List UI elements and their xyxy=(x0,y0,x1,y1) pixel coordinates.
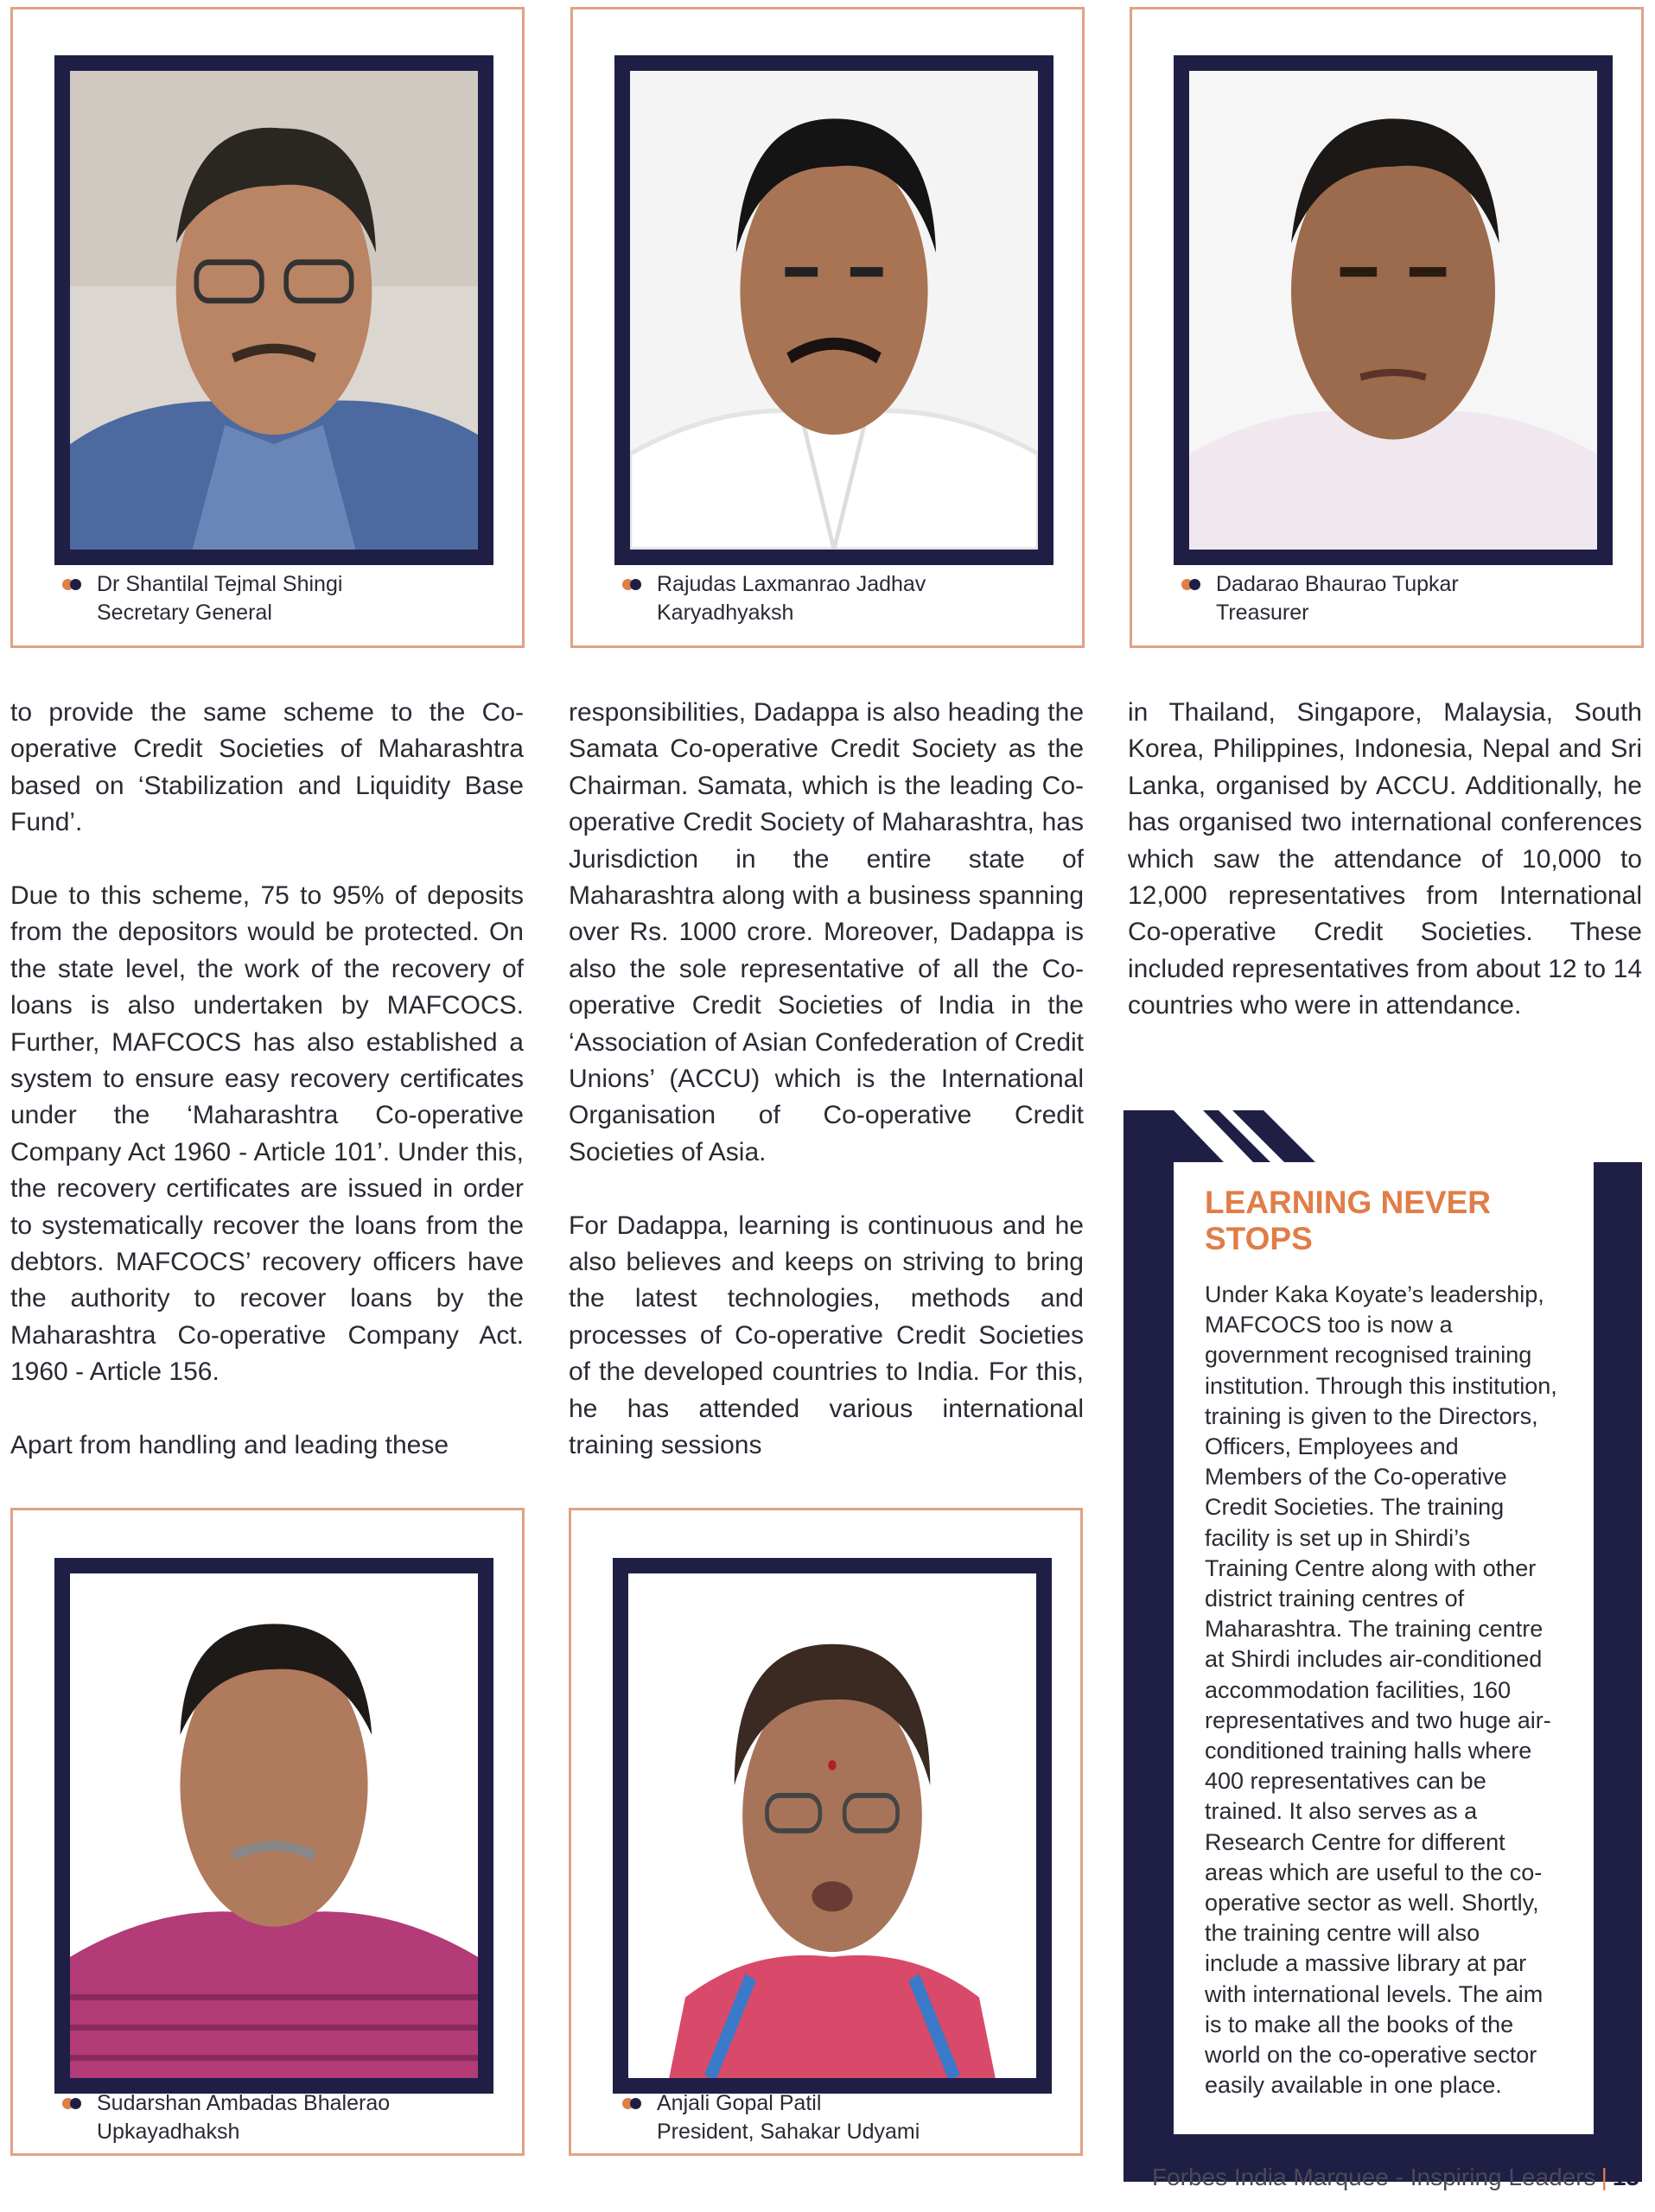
profile-caption xyxy=(657,570,926,627)
article-paragraph: For Dadappa, learning is continuous and he also believes and keeps on striving to bring the latest technologies, methods and processes of Co-operative Credit Societies of the developed countries to India. For this, he has attended various international training sessions xyxy=(569,1211,1084,1460)
bullet-icon xyxy=(622,579,643,591)
sidebar-text: Under Kaka Koyate’s leadership, MAFCOCS too is now a government recognised training institution. Through this institution, training is given to the Directors, Officers, Employees and Members of the Co-operative Credit Societies. The training facility is set up in Shirdi’s Training Centre along with other district training centres of Maharashtra. The training centre at Shirdi includes air-conditioned accommodation facilities, 160 representatives and two huge air-conditioned training halls where 400 representatives can be trained. It also serves as a Research Centre for different areas which are useful to the co-operative sector as well. Shortly, the training centre will also include a massive library at par with international levels. The aim is to make all the books of the world on the co-operative sector easily available in one place. xyxy=(1205,1281,1557,2099)
article-column-1 xyxy=(10,695,524,1465)
portrait-photo xyxy=(1174,55,1613,565)
bullet-icon xyxy=(1181,579,1202,591)
profile-card xyxy=(10,7,525,648)
profile-card xyxy=(10,1508,525,2156)
bullet-icon xyxy=(62,2098,83,2110)
article-column-3 xyxy=(1128,695,1642,1025)
sidebar-title: LEARNING NEVER STOPS xyxy=(1205,1185,1491,1256)
portrait-image-4 xyxy=(70,1573,478,2078)
portrait-image-2 xyxy=(630,71,1038,550)
profile-card xyxy=(569,1508,1083,2156)
article-paragraph: Due to this scheme, 75 to 95% of deposits from the depositors would be protected. On the state level, the work of the recovery of loans is also undertaken by MAFCOCS. Further, MAFCOCS has also established a system to ensure easy recovery certificates under the ‘Maharashtra Co-operative Company Act 1960 - Article 101’. Under this, the recovery certificates are issued in order to systematically recover the loans from the debtors. MAFCOCS’ recovery officers have the authority to recover loans by the Maharashtra Co-operative Company Act. 1960 - Article 156. xyxy=(10,881,524,1387)
portrait-photo xyxy=(614,55,1053,565)
publication-name: Forbes India Marquee - Inspiring Leaders xyxy=(1151,2164,1596,2190)
profile-name: Anjali Gopal Patil xyxy=(657,2091,822,2115)
profile-caption xyxy=(657,2089,920,2146)
portrait-photo xyxy=(54,55,493,565)
profile-card xyxy=(1130,7,1644,648)
portrait-image-5 xyxy=(628,1573,1036,2078)
article-paragraph: responsibilities, Dadappa is also heading the Samata Co-operative Credit Society as the Chairman. Samata, which is the leading Co-operative Credit Society of Maharashtra, has Jurisdiction in the entire state of Maharashtra along with a business spanning over Rs. 1000 crore. Moreover, Dadappa is also the sole representative of all the Co-operative Credit Societies of India in the ‘Association of Asian Confederation of Credit Unions’ (ACCU) which is the International Organisation of Co-operative Credit Societies of Asia. xyxy=(569,698,1084,1166)
article-column-2 xyxy=(569,695,1084,1465)
profile-role: Treasurer xyxy=(1216,601,1309,625)
profile-name: Sudarshan Ambadas Bhalerao xyxy=(97,2091,391,2115)
bullet-icon xyxy=(622,2098,643,2110)
page-footer xyxy=(1152,2164,1639,2191)
profile-name: Rajudas Laxmanrao Jadhav xyxy=(657,572,926,596)
article-paragraph: Apart from handling and leading these xyxy=(10,1431,449,1460)
article-paragraph: in Thailand, Singapore, Malaysia, South Korea, Philippines, Indonesia, Nepal and Sri Lanka, organised by ACCU. Additionally, he has organised two international conferences which saw the attendance of 10,000 to 12,000 representatives from International Co-operative Credit Societies. These included representatives from about 12 to 14 countries who were in attendance. xyxy=(1128,698,1642,1020)
portrait-image-3 xyxy=(1189,71,1597,550)
sidebar-box xyxy=(1174,1162,1594,2134)
profile-role: President, Sahakar Udyami xyxy=(657,2120,920,2144)
profile-caption xyxy=(97,2089,390,2146)
sidebar-stripes xyxy=(1123,1110,1642,1162)
page-number: 13 xyxy=(1612,2164,1639,2190)
profile-role: Secretary General xyxy=(97,601,272,625)
profile-caption xyxy=(1216,570,1459,627)
footer-separator: | xyxy=(1601,2164,1607,2190)
profile-role: Upkayadhaksh xyxy=(97,2120,240,2144)
profile-caption xyxy=(97,570,342,627)
profile-name: Dr Shantilal Tejmal Shingi xyxy=(97,572,343,596)
portrait-photo xyxy=(613,1558,1052,2094)
portrait-image-1 xyxy=(70,71,478,550)
portrait-photo xyxy=(54,1558,493,2094)
bullet-icon xyxy=(62,579,83,591)
article-paragraph: to provide the same scheme to the Co-operative Credit Societies of Maharashtra based on ‘Stabilization and Liquidity Base Fund’. xyxy=(10,698,524,837)
profile-role: Karyadhyaksh xyxy=(657,601,794,625)
profile-card xyxy=(570,7,1085,648)
profile-name: Dadarao Bhaurao Tupkar xyxy=(1216,572,1459,596)
